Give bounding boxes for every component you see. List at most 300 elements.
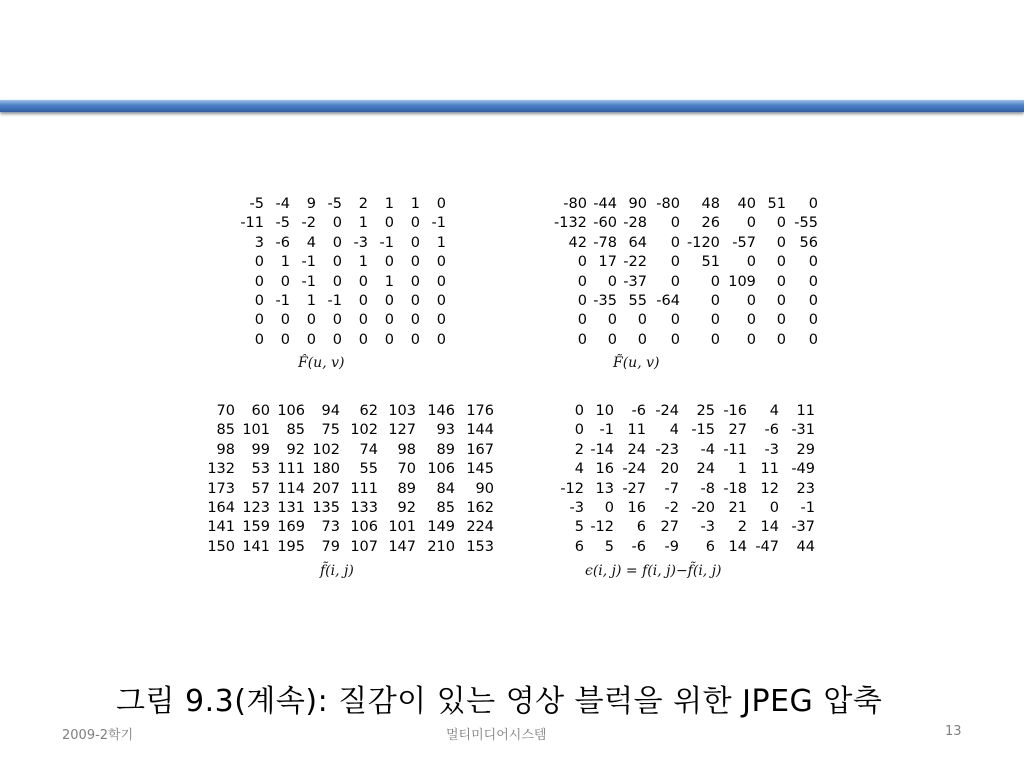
matrix-cell: 149 xyxy=(427,519,455,536)
matrix-cell: 0 xyxy=(577,254,587,271)
matrix-cell: 0 xyxy=(577,293,587,310)
matrix-cell: 0 xyxy=(808,331,818,348)
matrix-cell: -1 xyxy=(327,293,342,310)
matrix-cell: -24 xyxy=(622,461,646,478)
matrix-cell: -64 xyxy=(656,293,680,310)
matrix-cell: 44 xyxy=(796,538,815,555)
slide-title: 그림 9.3(계속): 질감이 있는 영상 블럭을 위한 JPEG 압축 xyxy=(116,684,883,719)
matrix-cell: 0 xyxy=(746,331,756,348)
matrix-cell: 48 xyxy=(701,196,720,212)
matrix-cell: 0 xyxy=(808,312,818,329)
matrix-row xyxy=(554,402,815,421)
matrix-row xyxy=(554,499,815,518)
matrix-cell: -60 xyxy=(593,215,617,232)
matrix-cell: -49 xyxy=(791,461,815,478)
matrix-cell: 0 xyxy=(254,312,264,329)
matrix-cell: 89 xyxy=(397,480,416,497)
matrix-cell: 0 xyxy=(410,234,420,251)
matrix-cell: -55 xyxy=(794,215,818,232)
matrix-cell: 70 xyxy=(397,461,416,478)
matrix-cell: 111 xyxy=(350,480,378,497)
matrix-cell: -2 xyxy=(301,215,316,232)
matrix-cell: 26 xyxy=(701,215,720,232)
matrix-cell: -5 xyxy=(249,196,264,212)
matrix-cell: 20 xyxy=(660,461,679,478)
matrix-cell: 0 xyxy=(332,234,342,251)
matrix-cell: -80 xyxy=(656,196,680,212)
matrix-cell: 111 xyxy=(277,461,305,478)
matrix-cell: 1 xyxy=(306,293,316,310)
matrix-cell: 0 xyxy=(384,215,394,232)
matrix-cell: 1 xyxy=(358,254,368,271)
matrix-cell: 141 xyxy=(242,538,270,555)
matrix-row xyxy=(554,421,815,440)
matrix-row xyxy=(238,253,446,272)
matrix-cell: 0 xyxy=(306,312,316,329)
matrix-cell: 0 xyxy=(384,293,394,310)
matrix-cell: 131 xyxy=(277,500,305,517)
matrix-row xyxy=(554,538,815,557)
matrix-cell: -28 xyxy=(623,215,647,232)
matrix-cell: 133 xyxy=(350,500,378,517)
matrix-cell: 0 xyxy=(670,331,680,348)
matrix-row xyxy=(238,214,446,233)
matrix-cell: 92 xyxy=(286,441,305,458)
matrix-cell: 106 xyxy=(277,403,305,419)
matrix-cell: 5 xyxy=(574,519,584,536)
matrix-row xyxy=(205,538,494,557)
matrix-row xyxy=(238,273,446,292)
matrix-row xyxy=(554,480,815,499)
matrix-cell: -16 xyxy=(723,403,747,419)
matrix-cell: 75 xyxy=(321,422,340,439)
matrix-cell: 0 xyxy=(776,331,786,348)
matrix-cell: 103 xyxy=(388,403,416,419)
matrix-cell: 6 xyxy=(705,538,715,555)
footer-page-number: 13 xyxy=(945,724,962,739)
matrix-cell: 25 xyxy=(696,403,715,419)
matrix-cell: -9 xyxy=(664,538,679,555)
matrix-cell: 0 xyxy=(710,331,720,348)
matrix-f-hat-uv xyxy=(238,195,446,350)
matrix-cell: 1 xyxy=(280,254,290,271)
matrix-cell: 9 xyxy=(306,196,316,212)
matrix-cell: 106 xyxy=(427,461,455,478)
matrix-cell: 153 xyxy=(466,538,494,555)
matrix-cell: 94 xyxy=(321,403,340,419)
matrix-cell: 123 xyxy=(242,500,270,517)
matrix-cell: 0 xyxy=(808,273,818,290)
matrix-cell: 24 xyxy=(627,441,646,458)
matrix-cell: 74 xyxy=(359,441,378,458)
matrix-cell: 89 xyxy=(436,441,455,458)
matrix-cell: 0 xyxy=(607,312,617,329)
matrix-cell: -5 xyxy=(327,196,342,212)
matrix-cell: -11 xyxy=(723,441,747,458)
matrix-row xyxy=(554,331,818,350)
matrix-cell: 0 xyxy=(384,312,394,329)
matrix-cell: -6 xyxy=(275,234,290,251)
matrix-cell: 207 xyxy=(312,480,340,497)
matrix-cell: 14 xyxy=(728,538,747,555)
matrix-cell: 56 xyxy=(799,234,818,251)
caption-f-tilde-ij: f̃(i, j) xyxy=(320,563,354,579)
matrix-cell: 0 xyxy=(776,234,786,251)
matrix-cell: 176 xyxy=(466,403,494,419)
matrix-cell: 55 xyxy=(628,293,647,310)
matrix-cell: 0 xyxy=(746,254,756,271)
caption-error-ij: ϵ(i, j) = f(i, j)−f̃(i, j) xyxy=(585,563,722,579)
matrix-cell: -14 xyxy=(590,441,614,458)
matrix-cell: 0 xyxy=(808,196,818,212)
matrix-cell: 106 xyxy=(350,519,378,536)
matrix-cell: 2 xyxy=(574,441,584,458)
matrix-cell: 102 xyxy=(312,441,340,458)
matrix-cell: 164 xyxy=(207,500,235,517)
matrix-cell: 16 xyxy=(627,500,646,517)
matrix-row xyxy=(554,273,818,292)
matrix-cell: 0 xyxy=(808,293,818,310)
matrix-cell: 4 xyxy=(769,403,779,419)
matrix-cell: -57 xyxy=(732,234,756,251)
matrix-cell: -120 xyxy=(687,234,720,251)
matrix-cell: 90 xyxy=(628,196,647,212)
matrix-row xyxy=(205,480,494,499)
matrix-cell: -23 xyxy=(655,441,679,458)
matrix-row xyxy=(205,441,494,460)
matrix-cell: 0 xyxy=(332,254,342,271)
matrix-cell: 0 xyxy=(358,331,368,348)
matrix-cell: 102 xyxy=(350,422,378,439)
matrix-cell: 0 xyxy=(436,196,446,212)
matrix-cell: -1 xyxy=(800,500,815,517)
matrix-cell: 23 xyxy=(796,480,815,497)
matrix-cell: 1 xyxy=(384,273,394,290)
matrix-cell: 10 xyxy=(595,403,614,419)
matrix-cell: 150 xyxy=(207,538,235,555)
matrix-row xyxy=(554,311,818,330)
matrix-cell: 0 xyxy=(607,273,617,290)
matrix-cell: 11 xyxy=(760,461,779,478)
footer-date: 2009-2학기 xyxy=(62,728,134,743)
matrix-cell: 0 xyxy=(776,215,786,232)
matrix-f-tilde-ij xyxy=(205,402,494,557)
matrix-cell: 0 xyxy=(776,254,786,271)
matrix-cell: 0 xyxy=(358,293,368,310)
matrix-cell: 0 xyxy=(332,312,342,329)
matrix-cell: -7 xyxy=(664,480,679,497)
matrix-cell: 42 xyxy=(568,234,587,251)
matrix-cell: 0 xyxy=(410,273,420,290)
matrix-cell: -12 xyxy=(560,480,584,497)
matrix-cell: 145 xyxy=(466,461,494,478)
matrix-cell: 27 xyxy=(728,422,747,439)
matrix-cell: -8 xyxy=(700,480,715,497)
matrix-cell: 0 xyxy=(710,273,720,290)
matrix-cell: 167 xyxy=(466,441,494,458)
matrix-cell: 57 xyxy=(251,480,270,497)
matrix-cell: 85 xyxy=(286,422,305,439)
matrix-cell: 0 xyxy=(574,422,584,439)
matrix-cell: -80 xyxy=(563,196,587,212)
matrix-cell: -6 xyxy=(764,422,779,439)
matrix-cell: -37 xyxy=(623,273,647,290)
matrix-cell: -6 xyxy=(631,538,646,555)
matrix-cell: 0 xyxy=(776,273,786,290)
matrix-row xyxy=(554,518,815,537)
matrix-cell: -5 xyxy=(275,215,290,232)
matrix-cell: -47 xyxy=(755,538,779,555)
matrix-cell: 0 xyxy=(746,215,756,232)
matrix-cell: -1 xyxy=(599,422,614,439)
matrix-cell: 27 xyxy=(660,519,679,536)
matrix-cell: 1 xyxy=(358,215,368,232)
matrix-cell: 0 xyxy=(746,312,756,329)
matrix-row xyxy=(205,518,494,537)
matrix-cell: 51 xyxy=(767,196,786,212)
matrix-cell: 98 xyxy=(397,441,416,458)
matrix-cell: 0 xyxy=(436,293,446,310)
matrix-cell: 135 xyxy=(312,500,340,517)
matrix-cell: 92 xyxy=(397,500,416,517)
matrix-row xyxy=(205,421,494,440)
matrix-cell: 51 xyxy=(701,254,720,271)
matrix-cell: 0 xyxy=(710,293,720,310)
matrix-cell: 0 xyxy=(670,273,680,290)
matrix-cell: 0 xyxy=(769,500,779,517)
matrix-cell: 0 xyxy=(604,500,614,517)
matrix-cell: 3 xyxy=(254,234,264,251)
matrix-row xyxy=(238,311,446,330)
matrix-row xyxy=(554,214,818,233)
matrix-cell: -3 xyxy=(353,234,368,251)
matrix-cell: -12 xyxy=(590,519,614,536)
matrix-cell: 13 xyxy=(595,480,614,497)
matrix-cell: 101 xyxy=(388,519,416,536)
matrix-cell: 0 xyxy=(358,312,368,329)
matrix-cell: 53 xyxy=(251,461,270,478)
matrix-cell: -27 xyxy=(622,480,646,497)
matrix-cell: -3 xyxy=(569,500,584,517)
matrix-cell: 0 xyxy=(710,312,720,329)
matrix-cell: 29 xyxy=(796,441,815,458)
matrix-cell: 180 xyxy=(312,461,340,478)
matrix-cell: 195 xyxy=(277,538,305,555)
matrix-cell: 0 xyxy=(776,312,786,329)
matrix-row xyxy=(554,253,818,272)
matrix-cell: 55 xyxy=(359,461,378,478)
matrix-cell: 2 xyxy=(737,519,747,536)
matrix-cell: 0 xyxy=(254,273,264,290)
matrix-cell: -2 xyxy=(664,500,679,517)
matrix-row xyxy=(205,402,494,421)
matrix-cell: 1 xyxy=(737,461,747,478)
matrix-cell: -15 xyxy=(691,422,715,439)
matrix-cell: -4 xyxy=(275,196,290,212)
matrix-cell: -1 xyxy=(275,293,290,310)
matrix-cell: 4 xyxy=(306,234,316,251)
matrix-cell: 0 xyxy=(637,312,647,329)
matrix-cell: 84 xyxy=(436,480,455,497)
matrix-cell: 0 xyxy=(577,312,587,329)
matrix-cell: 0 xyxy=(577,331,587,348)
matrix-cell: 210 xyxy=(427,538,455,555)
matrix-cell: -6 xyxy=(631,403,646,419)
matrix-cell: 40 xyxy=(737,196,756,212)
matrix-cell: 173 xyxy=(207,480,235,497)
matrix-cell: 14 xyxy=(760,519,779,536)
matrix-cell: 127 xyxy=(388,422,416,439)
matrix-cell: 62 xyxy=(359,403,378,419)
matrix-cell: 107 xyxy=(350,538,378,555)
matrix-cell: 1 xyxy=(384,196,394,212)
matrix-cell: 0 xyxy=(746,293,756,310)
matrix-cell: 0 xyxy=(577,273,587,290)
matrix-row xyxy=(238,234,446,253)
matrix-cell: 0 xyxy=(637,331,647,348)
matrix-cell: 17 xyxy=(598,254,617,271)
matrix-cell: 0 xyxy=(358,273,368,290)
matrix-cell: 60 xyxy=(251,403,270,419)
caption-f-hat-uv: F̂(u, v) xyxy=(298,355,345,371)
matrix-cell: 144 xyxy=(466,422,494,439)
matrix-cell: 0 xyxy=(280,312,290,329)
matrix-cell: -1 xyxy=(301,254,316,271)
matrix-cell: -1 xyxy=(301,273,316,290)
matrix-row xyxy=(205,460,494,479)
matrix-cell: -18 xyxy=(723,480,747,497)
matrix-cell: 0 xyxy=(670,215,680,232)
matrix-cell: 0 xyxy=(384,254,394,271)
matrix-cell: 6 xyxy=(636,519,646,536)
matrix-cell: 159 xyxy=(242,519,270,536)
matrix-cell: 0 xyxy=(436,331,446,348)
matrix-cell: 24 xyxy=(696,461,715,478)
matrix-cell: 0 xyxy=(410,293,420,310)
matrix-row xyxy=(554,195,818,214)
matrix-row xyxy=(238,195,446,214)
matrix-cell: 0 xyxy=(670,254,680,271)
matrix-cell: 146 xyxy=(427,403,455,419)
matrix-cell: -24 xyxy=(655,403,679,419)
matrix-cell: 0 xyxy=(410,254,420,271)
matrix-cell: 64 xyxy=(628,234,647,251)
matrix-cell: -37 xyxy=(791,519,815,536)
matrix-cell: 0 xyxy=(254,293,264,310)
matrix-cell: 0 xyxy=(410,312,420,329)
matrix-cell: 90 xyxy=(475,480,494,497)
matrix-cell: 4 xyxy=(574,461,584,478)
matrix-cell: -44 xyxy=(593,196,617,212)
matrix-cell: 0 xyxy=(410,215,420,232)
matrix-cell: 169 xyxy=(277,519,305,536)
matrix-cell: 85 xyxy=(216,422,235,439)
matrix-cell: -4 xyxy=(700,441,715,458)
matrix-cell: 224 xyxy=(466,519,494,536)
matrix-cell: 5 xyxy=(604,538,614,555)
caption-f-tilde-uv: F̃(u, v) xyxy=(613,355,660,371)
matrix-row xyxy=(554,460,815,479)
matrix-cell: 147 xyxy=(388,538,416,555)
matrix-cell: 0 xyxy=(436,254,446,271)
matrix-row xyxy=(238,292,446,311)
matrix-cell: 0 xyxy=(332,331,342,348)
matrix-cell: 1 xyxy=(436,234,446,251)
matrix-cell: 0 xyxy=(574,403,584,419)
matrix-cell: 0 xyxy=(254,331,264,348)
matrix-cell: 0 xyxy=(280,331,290,348)
matrix-cell: 0 xyxy=(332,273,342,290)
matrix-cell: 0 xyxy=(776,293,786,310)
matrix-cell: 109 xyxy=(728,273,756,290)
matrix-error-ij xyxy=(554,402,815,557)
matrix-cell: 0 xyxy=(280,273,290,290)
matrix-cell: 0 xyxy=(808,254,818,271)
matrix-cell: 0 xyxy=(410,331,420,348)
matrix-cell: -1 xyxy=(379,234,394,251)
matrix-cell: 0 xyxy=(384,331,394,348)
matrix-cell: 0 xyxy=(670,312,680,329)
matrix-cell: -3 xyxy=(700,519,715,536)
matrix-cell: -22 xyxy=(623,254,647,271)
matrix-cell: 141 xyxy=(207,519,235,536)
matrix-cell: 85 xyxy=(436,500,455,517)
matrix-cell: -78 xyxy=(593,234,617,251)
matrix-row xyxy=(554,441,815,460)
matrix-cell: 99 xyxy=(251,441,270,458)
matrix-cell: 21 xyxy=(728,500,747,517)
matrix-cell: 70 xyxy=(216,403,235,419)
matrix-cell: 11 xyxy=(796,403,815,419)
matrix-f-tilde-uv xyxy=(554,195,818,350)
matrix-cell: -3 xyxy=(764,441,779,458)
matrix-cell: 1 xyxy=(410,196,420,212)
footer-course-name: 멀티미디어시스템 xyxy=(446,728,547,743)
matrix-cell: 12 xyxy=(760,480,779,497)
matrix-row xyxy=(554,234,818,253)
matrix-cell: 73 xyxy=(321,519,340,536)
matrix-cell: 2 xyxy=(358,196,368,212)
matrix-cell: -20 xyxy=(691,500,715,517)
matrix-cell: 162 xyxy=(466,500,494,517)
matrix-cell: 98 xyxy=(216,441,235,458)
matrix-cell: 4 xyxy=(669,422,679,439)
matrix-cell: 0 xyxy=(607,331,617,348)
matrix-row xyxy=(205,499,494,518)
matrix-cell: 79 xyxy=(321,538,340,555)
matrix-cell: 0 xyxy=(670,234,680,251)
matrix-cell: 101 xyxy=(242,422,270,439)
header-accent-bar xyxy=(0,100,1024,112)
matrix-cell: -1 xyxy=(431,215,446,232)
matrix-cell: 93 xyxy=(436,422,455,439)
matrix-cell: -11 xyxy=(240,215,264,232)
matrix-cell: -35 xyxy=(593,293,617,310)
matrix-cell: 132 xyxy=(207,461,235,478)
matrix-cell: 114 xyxy=(277,480,305,497)
matrix-cell: 6 xyxy=(574,538,584,555)
matrix-cell: 0 xyxy=(436,312,446,329)
matrix-cell: 11 xyxy=(627,422,646,439)
matrix-cell: -132 xyxy=(554,215,587,232)
matrix-cell: 0 xyxy=(254,254,264,271)
matrix-row xyxy=(554,292,818,311)
matrix-cell: -31 xyxy=(791,422,815,439)
matrix-cell: 0 xyxy=(332,215,342,232)
matrix-cell: 0 xyxy=(306,331,316,348)
matrix-cell: 16 xyxy=(595,461,614,478)
matrix-cell: 0 xyxy=(436,273,446,290)
